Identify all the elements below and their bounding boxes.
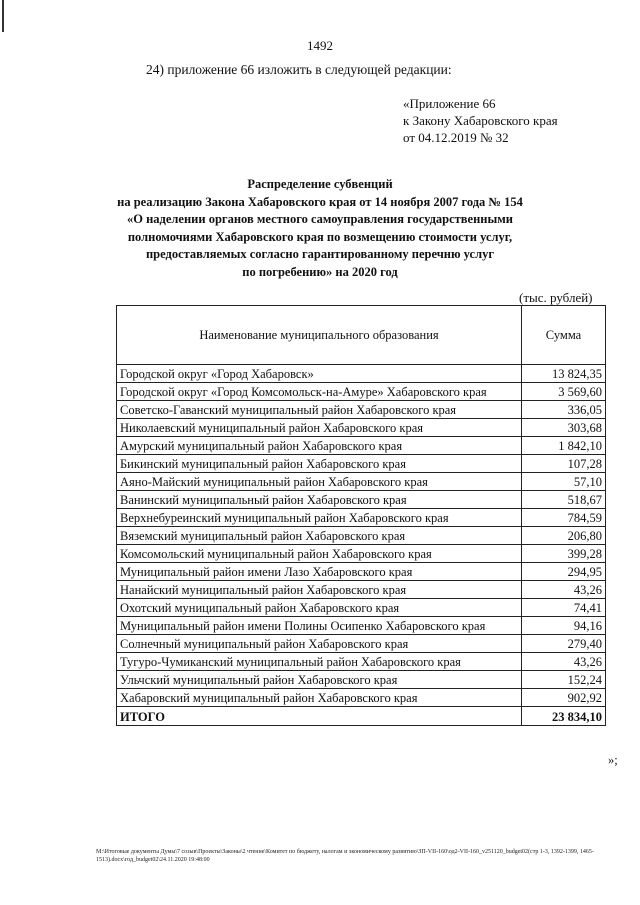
amount-cell: 279,40	[522, 635, 606, 653]
title-line: полномочиями Хабаровского края по возмещению стоимости услуг,	[127, 229, 513, 244]
municipality-name: Амурский муниципальный район Хабаровского края	[117, 437, 522, 455]
municipality-name: Верхнебуреинский муниципальный район Хабаровского края	[117, 509, 522, 527]
municipality-name: Нанайский муниципальный район Хабаровского края	[117, 581, 522, 599]
table-row	[117, 509, 606, 527]
units-label: (тыс. рублей)	[519, 290, 593, 305]
municipality-name: Ульчский муниципальный район Хабаровского края	[117, 671, 522, 689]
municipality-name: Охотский муниципальный район Хабаровского края	[117, 599, 522, 617]
municipality-name: Тугуро-Чумиканский муниципальный район Хабаровского края	[117, 653, 522, 671]
amount-cell: 152,24	[522, 671, 606, 689]
footer-file-path: M:\Итоговые документы Думы\7 созыв\Проекты\Законы\2 чтение\Комитет по бюджету, налогам и экономическому развитию\ЗП-VII-160\од2-VII-160_v251120_budget02(стр 1-3, 1392-1399, 1465-1513).docx\год_budget02\24.11.2020 19:48:00	[96, 849, 594, 863]
amount-cell: 57,10	[522, 473, 606, 491]
amendment-text: 24) приложение 66 изложить в следующей редакции:	[146, 62, 452, 77]
amount-cell: 206,80	[522, 527, 606, 545]
amount-cell: 784,59	[522, 509, 606, 527]
title-line: предоставляемых согласно гарантированному перечню услуг	[145, 247, 495, 261]
table-row	[117, 635, 606, 653]
amount-cell: 1 842,10	[522, 437, 606, 455]
document-title	[110, 176, 530, 281]
municipality-name: Городской округ «Город Хабаровск»	[117, 365, 522, 383]
municipality-name: Ванинский муниципальный район Хабаровского края	[117, 491, 522, 509]
table-row	[117, 491, 606, 509]
appendix-line: к Закону Хабаровского края	[403, 113, 558, 128]
table-row	[117, 419, 606, 437]
municipality-name: Солнечный муниципальный район Хабаровского края	[117, 635, 522, 653]
municipality-name: Городской округ «Город Комсомольск-на-Амуре» Хабаровского края	[117, 383, 522, 401]
appendix-line: от 04.12.2019 № 32	[403, 130, 509, 145]
table-row	[117, 437, 606, 455]
table-row	[117, 653, 606, 671]
appendix-line: «Приложение 66	[403, 96, 496, 111]
municipality-name: Аяно-Майский муниципальный район Хабаровского края	[117, 473, 522, 491]
amount-cell: 74,41	[522, 599, 606, 617]
amount-cell: 303,68	[522, 419, 606, 437]
table-row	[117, 455, 606, 473]
closing-mark: »;	[608, 753, 618, 767]
amount-cell: 518,67	[522, 491, 606, 509]
header-name: Наименование муниципального образования	[117, 306, 522, 365]
table-row	[117, 401, 606, 419]
title-line: по погребению» на 2020 год	[242, 264, 398, 279]
amount-cell: 13 824,35	[522, 365, 606, 383]
municipality-name: Вяземский муниципальный район Хабаровского края	[117, 527, 522, 545]
table-row	[117, 599, 606, 617]
title-line: «О наделении органов местного самоуправления государственными	[127, 212, 513, 226]
table-row	[117, 671, 606, 689]
subsidy-table	[116, 305, 606, 726]
amount-cell: 107,28	[522, 455, 606, 473]
table-header-row	[117, 306, 606, 365]
amount-cell: 294,95	[522, 563, 606, 581]
municipality-name: Хабаровский муниципальный район Хабаровского края	[117, 689, 522, 707]
municipality-name: Советско-Гаванский муниципальный район Хабаровского края	[117, 401, 522, 419]
table-row	[117, 545, 606, 563]
amount-cell: 399,28	[522, 545, 606, 563]
title-line: на реализацию Закона Хабаровского края от 14 ноября 2007 года № 154	[117, 194, 523, 209]
table-row	[117, 563, 606, 581]
page-number: 1492	[307, 38, 333, 53]
table-row	[117, 473, 606, 491]
table-row	[117, 365, 606, 383]
title-line: Распределение субвенций	[247, 177, 393, 191]
table-row	[117, 383, 606, 401]
amount-cell: 43,26	[522, 581, 606, 599]
total-label: ИТОГО	[117, 707, 522, 726]
total-amount: 23 834,10	[522, 707, 606, 726]
table-row	[117, 617, 606, 635]
header-amount: Сумма	[522, 306, 606, 365]
municipality-name: Николаевский муниципальный район Хабаровского края	[117, 419, 522, 437]
municipality-name: Бикинский муниципальный район Хабаровского края	[117, 455, 522, 473]
amount-cell: 902,92	[522, 689, 606, 707]
left-margin-rule	[2, 0, 4, 32]
table-row	[117, 581, 606, 599]
municipality-name: Комсомольский муниципальный район Хабаровского края	[117, 545, 522, 563]
municipality-name: Муниципальный район имени Полины Осипенко Хабаровского края	[117, 617, 522, 635]
total-row	[117, 707, 606, 726]
amount-cell: 3 569,60	[522, 383, 606, 401]
table-row	[117, 689, 606, 707]
amount-cell: 94,16	[522, 617, 606, 635]
appendix-reference	[403, 95, 558, 146]
table-row	[117, 527, 606, 545]
amount-cell: 336,05	[522, 401, 606, 419]
amount-cell: 43,26	[522, 653, 606, 671]
municipality-name: Муниципальный район имени Лазо Хабаровского края	[117, 563, 522, 581]
